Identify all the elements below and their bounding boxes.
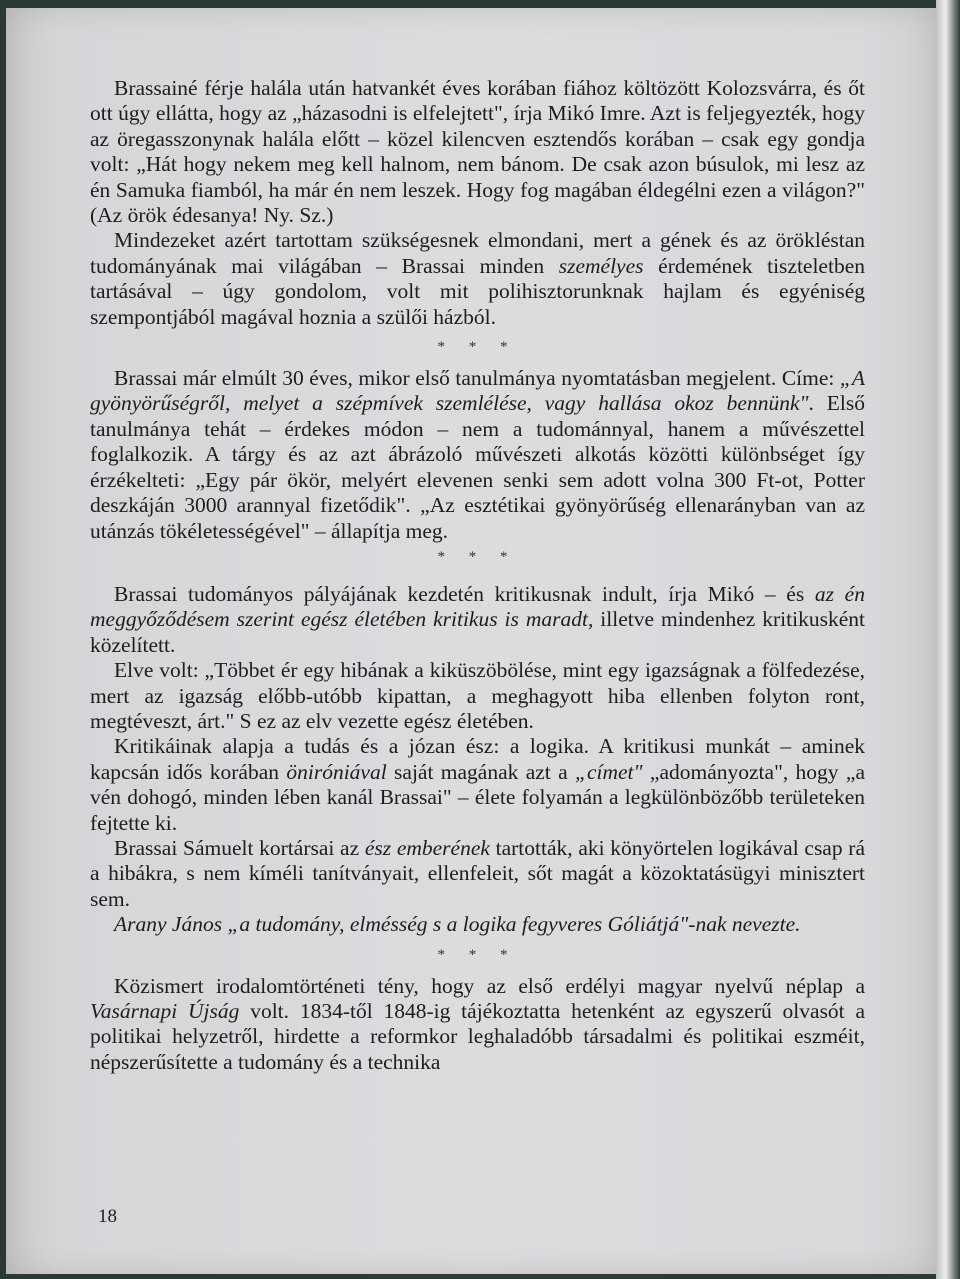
- text-run: Mindezeket azért tartottam szükségesnek elmondani, mert a gének és az örökléstan tudományának mai világában – Brassai minden: [90, 228, 865, 278]
- text-run: saját magának azt a: [386, 759, 576, 784]
- text-run: Brassai Sámuelt kortársai az: [114, 835, 365, 860]
- paragraph-9: [90, 974, 865, 1076]
- italic-text-run: az én meggyőződésem szerint egész életében kritikus is maradt,: [90, 581, 865, 632]
- italic-text-run: Vasárnapi Újság: [90, 999, 240, 1023]
- italic-text-run: ész emberének: [364, 835, 490, 860]
- text-run: volt. 1834-től 1848-ig tájékoztatta hetenként az egyszerű olvasót a politikai helyzetről, hirdette a reformkor leghaladóbb társadalmi és politikai eszméit, népszerűsítette a tudomány és a technika: [90, 999, 866, 1074]
- section-separator: * * *: [437, 339, 518, 356]
- text-run: . Első tanulmánya tehát – érdekes módon – nem a tudománnyal, hanem a művészettel foglalkozik. A tárgy és az azt ábrázoló művészeti alkotás közötti különbséget így érzékelteti: „Egy pár ökör, melyért elevenen senki sem adott volna 300 Ft-ot, Potter deszkáján 3000 arannyal fizetődik". „Az esztétikai gyönyörűség ellenarányban van az utánzás tökéletességével" – állapítja meg.: [90, 391, 865, 543]
- text-run: Brassainé férje halála után hatvankét éves korában fiához költözött Kolozsvárra, és őt ott úgy ellátta, hogy az „házasodni is elfelejtett", írja Mikó Imre. Azt is feljegyezték, hogy az öregasszonynak halála előtt – közel kilencven esztendős korában – csak egy gondja volt: „Hát hogy nekem meg kell halnom, nem bánom. De csak azon búsulok, mi lesz az én Samuka fiamból, ha már én nem leszek. Hogy fog magában éldegélni ezen a világon?" (Az örök édesanya! Ny. Sz.): [90, 76, 865, 228]
- paragraph-6: [90, 734, 865, 836]
- text-run: „adományozta", hogy „a vén dohogó, minden lében kanál Brassai" – élete folyamán a legkülönbözőbb területeken fejtette ki.: [90, 759, 865, 835]
- text-run: Brassai tudományos pályájának kezdetén kritikusnak indult, írja Mikó – és: [114, 581, 815, 606]
- italic-text-run: Arany János „a tudomány, elmésség s a logika fegyveres Góliátjá"-nak nevezte.: [114, 912, 801, 937]
- page-edge: [936, 0, 960, 1279]
- italic-text-run: „A gyönyörűségről, melyet a szépmívek szemlélése, vagy hallása okoz bennünk": [90, 366, 865, 416]
- paragraph-2: [90, 228, 865, 330]
- paragraph-7: [90, 836, 865, 912]
- italic-text-run: „címet": [575, 759, 643, 784]
- section-separator: * * *: [437, 548, 518, 565]
- text-run: tartották, aki könyörtelen logikával csap rá a hibákra, s nem kíméli tanítványait, ellenfeleit, sőt magát a közoktatásügyi minisztert sem.: [90, 835, 865, 911]
- text-run: Kritikáinak alapja a tudás és a józan ész: a logika. A kritikusi munkát – aminek kapcsán idős korában: [90, 734, 865, 784]
- italic-text-run: öniróniával: [286, 759, 387, 784]
- paragraph-3: [90, 366, 865, 544]
- text-run: Elve volt: „Többet ér egy hibának a kiküszöbölése, mint egy igazságnak a fölfedezése, mert az igazság előbb-utóbb kipattan, a meghagyott hiba ellenben folyton ront, megtéveszt, árt." S ez az elv vezette egész életében.: [90, 658, 865, 733]
- paragraph-1: [90, 76, 865, 228]
- page-number: 18: [98, 1206, 117, 1227]
- section-separator: * * *: [437, 946, 518, 963]
- italic-text-run: személyes: [558, 253, 644, 278]
- text-run: Brassai már elmúlt 30 éves, mikor első tanulmánya nyomtatásban megjelent. Címe:: [114, 366, 840, 391]
- paragraph-4: [90, 582, 865, 658]
- body-text: [90, 76, 865, 1075]
- paragraph-5: [90, 658, 865, 734]
- text-run: érdemének tiszteletben tartásával – úgy gondolom, volt mit polihisztorunknak hajlam és egyéniség szempontjából magával hoznia a szülői házból.: [90, 253, 865, 329]
- paragraph-8: [90, 912, 865, 937]
- text-run: Közismert irodalomtörténeti tény, hogy az első erdélyi magyar nyelvű néplap a: [114, 973, 865, 998]
- text-run: illetve mindenhez kritikusként közelített.: [90, 607, 865, 657]
